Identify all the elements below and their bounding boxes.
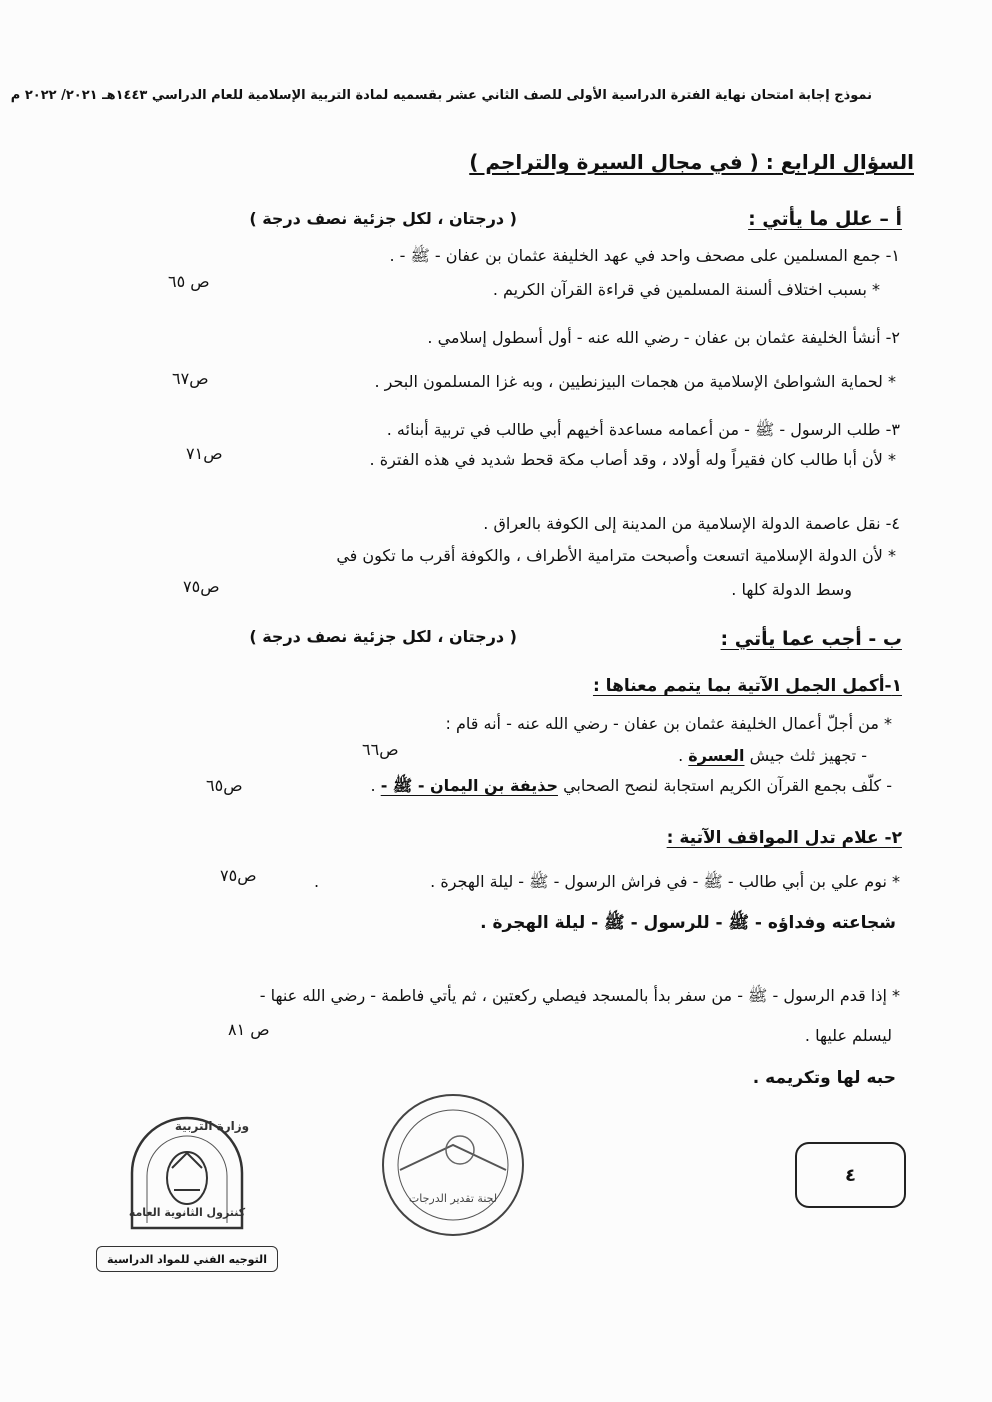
dot-mark: . — [314, 872, 320, 891]
section-b-heading: ب - أجب عما يأتي : — [720, 628, 902, 650]
question-title: السؤال الرابع : ( في مجال السيرة والتراجم ) — [469, 150, 914, 174]
part2-item2-cont: ليسلم عليها . — [804, 1026, 892, 1045]
page-ref: ص٧١ — [186, 444, 223, 463]
seal-caption — [96, 1246, 278, 1272]
part1-line1-pre: - تجهيز ثلث جيش — [744, 746, 867, 765]
section-a-q2: ٢- أنشأ الخليفة عثمان بن عفان - رضي الله عنه - أول أسطول إسلامي . — [427, 328, 900, 347]
ministry-seal — [112, 1098, 262, 1248]
seal-mid-text: لجنة تقدير الدرجات — [408, 1192, 498, 1205]
part2-item1-answer: شجاعته وفداؤه - ﷺ - للرسول - ﷺ - ليلة الهجرة . — [480, 913, 896, 933]
part1-heading: ١-أكمل الجمل الآتية بما يتمم معناها : — [592, 676, 902, 696]
section-a-a3: * لأن أبا طالب كان فقيراً وله أولاد ، وقد أصاب مكة قحط شديد في هذه الفترة . — [369, 450, 896, 469]
seal-caption-text: التوجيه الفني للمواد الدراسية — [107, 1252, 267, 1266]
part1-line1-answer: العسرة — [688, 746, 745, 765]
committee-seal — [378, 1090, 528, 1240]
page-number: ٤ — [845, 1164, 856, 1186]
part1-intro: * من أجلّ أعمال الخليفة عثمان بن عفان - رضي الله عنه - أنه قام : — [445, 714, 892, 733]
section-a-a1: * بسبب اختلاف ألسنة المسلمين في قراءة القرآن الكريم . — [492, 280, 880, 299]
section-a-q4: ٤- نقل عاصمة الدولة الإسلامية من المدينة إلى الكوفة بالعراق . — [483, 514, 900, 533]
section-a-q1: ١- جمع المسلمين على مصحف واحد في عهد الخليفة عثمان بن عفان - ﷺ - . — [389, 246, 900, 265]
seal-left-top: وزارة التربية — [174, 1119, 250, 1133]
page-ref: ص ٨١ — [228, 1020, 270, 1039]
page-ref: ص ٦٥ — [168, 272, 210, 291]
seal-left-bottom: كنترول الثانوية العامة — [128, 1206, 246, 1219]
part1-line2-answer: حذيفة بن اليمان - ﷺ - — [380, 776, 558, 795]
section-a-heading: أ – علل ما يأتي : — [748, 208, 902, 230]
part2-item2: * إذا قدم الرسول - ﷺ - من سفر بدأ بالمسجد فيصلي ركعتين ، ثم يأتي فاطمة - رضي الله عنها - — [259, 986, 900, 1005]
section-b-grade: ( درجتان ، لكل جزئية نصف درجة ) — [249, 627, 517, 646]
page-ref: ص٦٥ — [206, 776, 243, 795]
page-ref: ص٧٥ — [183, 577, 220, 596]
part1-line2-pre: - كلّف بجمع القرآن الكريم استجابة لنصح الصحابي — [557, 776, 892, 795]
part1-line1-post: . — [678, 746, 689, 765]
part1-line2-post: . — [370, 776, 381, 795]
section-a-grade: ( درجتان ، لكل جزئية نصف درجة ) — [249, 209, 517, 228]
exam-header-title: نموذج إجابة امتحان نهاية الفترة الدراسية الأولى للصف الثاني عشر بقسميه لمادة التربية الإسلامية للعام الدراسي ١٤٤٣هـ ٢٠٢١/ ٢٠٢٢ م — [10, 88, 872, 103]
page-ref: ص٧٥ — [220, 866, 257, 885]
part2-heading: ٢- علام تدل المواقف الآتية : — [666, 828, 902, 848]
part2-item1: * نوم علي بن أبي طالب - ﷺ - في فراش الرسول - ﷺ - ليلة الهجرة . — [430, 872, 900, 891]
page-number-box — [795, 1142, 906, 1208]
section-a-a4-cont: وسط الدولة كلها . — [731, 580, 852, 599]
page-ref: ص٦٦ — [362, 740, 399, 759]
page-ref: ص٦٧ — [172, 369, 209, 388]
part1-line2 — [371, 776, 892, 799]
section-a-a2: * لحماية الشواطئ الإسلامية من هجمات البيزنطيين ، وبه غزا المسلمون البحر . — [374, 372, 896, 391]
part2-item2-answer: حبه لها وتكريمه . — [752, 1068, 896, 1088]
section-a-a4: * لأن الدولة الإسلامية اتسعت وأصبحت مترامية الأطراف ، والكوفة أقرب ما تكون في — [336, 546, 896, 565]
part1-line1 — [678, 746, 867, 765]
section-a-q3: ٣- طلب الرسول - ﷺ - من أعمامه مساعدة أخيهم أبي طالب في تربية أبنائه . — [386, 420, 900, 439]
